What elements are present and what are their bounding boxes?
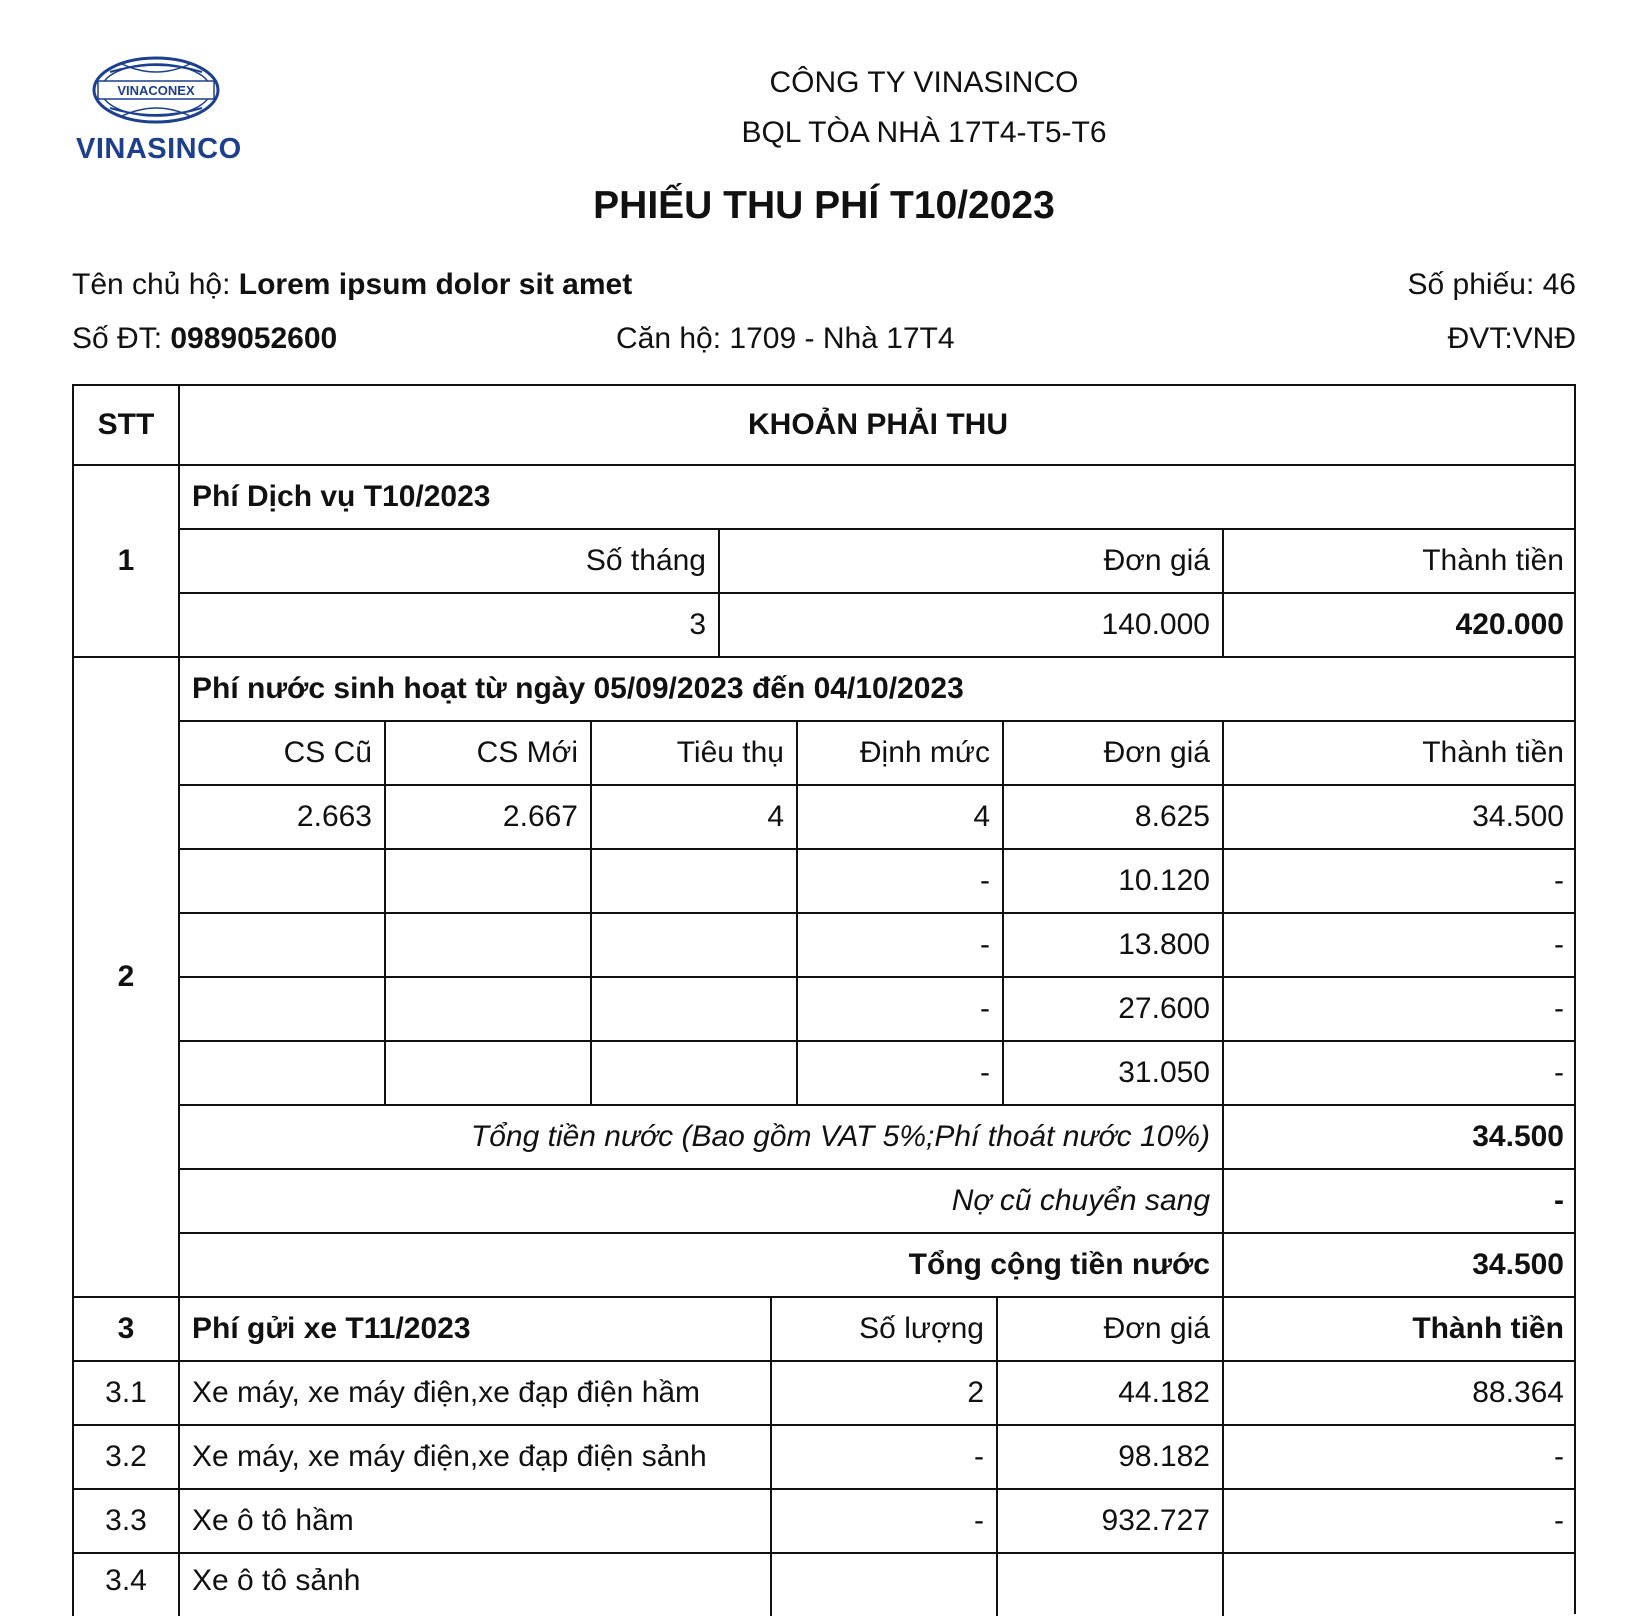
parking-row-stt: 3.2 xyxy=(72,1424,178,1488)
water-cell: - xyxy=(1222,976,1576,1040)
section1-col-months: Số tháng xyxy=(178,528,718,592)
owner-name: Lorem ipsum dolor sit amet xyxy=(238,268,633,301)
water-cell xyxy=(178,1040,384,1104)
building-management: BQL TÒA NHÀ 17T4-T5-T6 xyxy=(741,116,1107,149)
parking-row-qty: - xyxy=(770,1424,996,1488)
parking-row-qty: 2 xyxy=(770,1360,996,1424)
water-grand-total-value: 34.500 xyxy=(1222,1232,1576,1296)
water-cell: 2.663 xyxy=(178,784,384,848)
section1-col-price: Đơn giá xyxy=(718,528,1222,592)
header-stt: STT xyxy=(72,384,178,464)
water-cell: 10.120 xyxy=(1002,848,1222,912)
logo-brand-text: VINASINCO xyxy=(76,133,242,165)
water-cell xyxy=(178,848,384,912)
water-col-old-index: CS Cũ xyxy=(178,720,384,784)
receipt-label: Số phiếu: xyxy=(1407,268,1543,301)
water-cell: - xyxy=(796,976,1002,1040)
water-cell: 4 xyxy=(590,784,796,848)
water-cell: - xyxy=(1222,1040,1576,1104)
parking-row-stt: 3.1 xyxy=(72,1360,178,1424)
water-cell xyxy=(178,976,384,1040)
water-col-new-index: CS Mới xyxy=(384,720,590,784)
parking-row-name: Xe máy, xe máy điện,xe đạp điện sảnh xyxy=(178,1424,770,1488)
water-cell: 27.600 xyxy=(1002,976,1222,1040)
parking-row-name: Xe ô tô hầm xyxy=(178,1488,770,1552)
parking-row-price: 98.182 xyxy=(996,1424,1222,1488)
apartment-line xyxy=(616,322,955,356)
company-name: CÔNG TY VINASINCO xyxy=(769,66,1079,99)
water-cell: 2.667 xyxy=(384,784,590,848)
table-right-border xyxy=(1574,384,1576,1614)
water-col-quota: Định mức xyxy=(796,720,1002,784)
parking-row-amount: 88.364 xyxy=(1222,1360,1576,1424)
section1-col-amount: Thành tiền xyxy=(1222,528,1576,592)
water-total-value: 34.500 xyxy=(1222,1104,1576,1168)
logo-emblem-text: VINACONEX xyxy=(117,83,195,98)
apartment-value: 1709 - Nhà 17T4 xyxy=(729,322,955,355)
water-cell xyxy=(590,976,796,1040)
water-cell xyxy=(590,848,796,912)
section3-stt: 3 xyxy=(72,1296,178,1360)
phone-line xyxy=(72,322,337,356)
parking-col-price: Đơn giá xyxy=(996,1296,1222,1360)
parking-row-amount xyxy=(1222,1552,1576,1616)
receipt-number-line xyxy=(1408,268,1576,302)
parking-row-price: 932.727 xyxy=(996,1488,1222,1552)
water-col-consumption: Tiêu thụ xyxy=(590,720,796,784)
section1-stt: 1 xyxy=(72,464,178,656)
parking-row-price xyxy=(996,1552,1222,1616)
section3-title: Phí gửi xe T11/2023 xyxy=(178,1296,770,1360)
section1-price: 140.000 xyxy=(718,592,1222,656)
water-cell: - xyxy=(796,848,1002,912)
water-cell xyxy=(384,912,590,976)
water-cell xyxy=(590,1040,796,1104)
phone-number: 0989052600 xyxy=(170,322,338,355)
phone-label: Số ĐT: xyxy=(72,322,171,355)
section2-stt: 2 xyxy=(72,656,178,1296)
water-cell: - xyxy=(1222,848,1576,912)
water-cell xyxy=(178,912,384,976)
water-col-price: Đơn giá xyxy=(1002,720,1222,784)
water-cell: 13.800 xyxy=(1002,912,1222,976)
water-cell: 31.050 xyxy=(1002,1040,1222,1104)
water-grand-total-label: Tổng cộng tiền nước xyxy=(178,1232,1222,1296)
water-cell: 34.500 xyxy=(1222,784,1576,848)
parking-row-name: Xe ô tô sảnh xyxy=(178,1552,770,1616)
parking-row-stt: 3.4 xyxy=(72,1552,178,1616)
parking-col-qty: Số lượng xyxy=(770,1296,996,1360)
parking-row-qty: - xyxy=(770,1488,996,1552)
section2-title: Phí nước sinh hoạt từ ngày 05/09/2023 đến 04/10/2023 xyxy=(178,656,1576,720)
header-items: KHOẢN PHẢI THU xyxy=(178,384,1576,464)
section1-amount: 420.000 xyxy=(1222,592,1576,656)
owner-label: Tên chủ hộ: xyxy=(72,268,239,301)
receipt-number: 46 xyxy=(1542,268,1576,301)
parking-col-amount: Thành tiền xyxy=(1222,1296,1576,1360)
owner-line xyxy=(72,268,632,302)
section1-months: 3 xyxy=(178,592,718,656)
water-cell xyxy=(384,1040,590,1104)
parking-row-amount: - xyxy=(1222,1488,1576,1552)
parking-row-stt: 3.3 xyxy=(72,1488,178,1552)
fee-table xyxy=(72,384,1576,1614)
water-cell xyxy=(384,848,590,912)
water-cell: 4 xyxy=(796,784,1002,848)
parking-row-name: Xe máy, xe máy điện,xe đạp điện hầm xyxy=(178,1360,770,1424)
document-title: PHIẾU THU PHÍ T10/2023 xyxy=(593,184,1055,227)
water-total-label: Tổng tiền nước (Bao gồm VAT 5%;Phí thoát nước 10%) xyxy=(178,1104,1222,1168)
currency-unit: ĐVT:VNĐ xyxy=(1447,322,1576,355)
section1-title: Phí Dịch vụ T10/2023 xyxy=(178,464,1576,528)
old-debt-value: - xyxy=(1222,1168,1576,1232)
parking-row-price: 44.182 xyxy=(996,1360,1222,1424)
water-cell: - xyxy=(1222,912,1576,976)
parking-row-amount: - xyxy=(1222,1424,1576,1488)
water-cell: - xyxy=(796,912,1002,976)
water-col-amount: Thành tiền xyxy=(1222,720,1576,784)
water-cell xyxy=(384,976,590,1040)
old-debt-label: Nợ cũ chuyển sang xyxy=(178,1168,1222,1232)
water-cell: - xyxy=(796,1040,1002,1104)
apartment-label: Căn hộ: xyxy=(616,322,730,355)
water-cell: 8.625 xyxy=(1002,784,1222,848)
water-cell xyxy=(590,912,796,976)
parking-row-qty xyxy=(770,1552,996,1616)
